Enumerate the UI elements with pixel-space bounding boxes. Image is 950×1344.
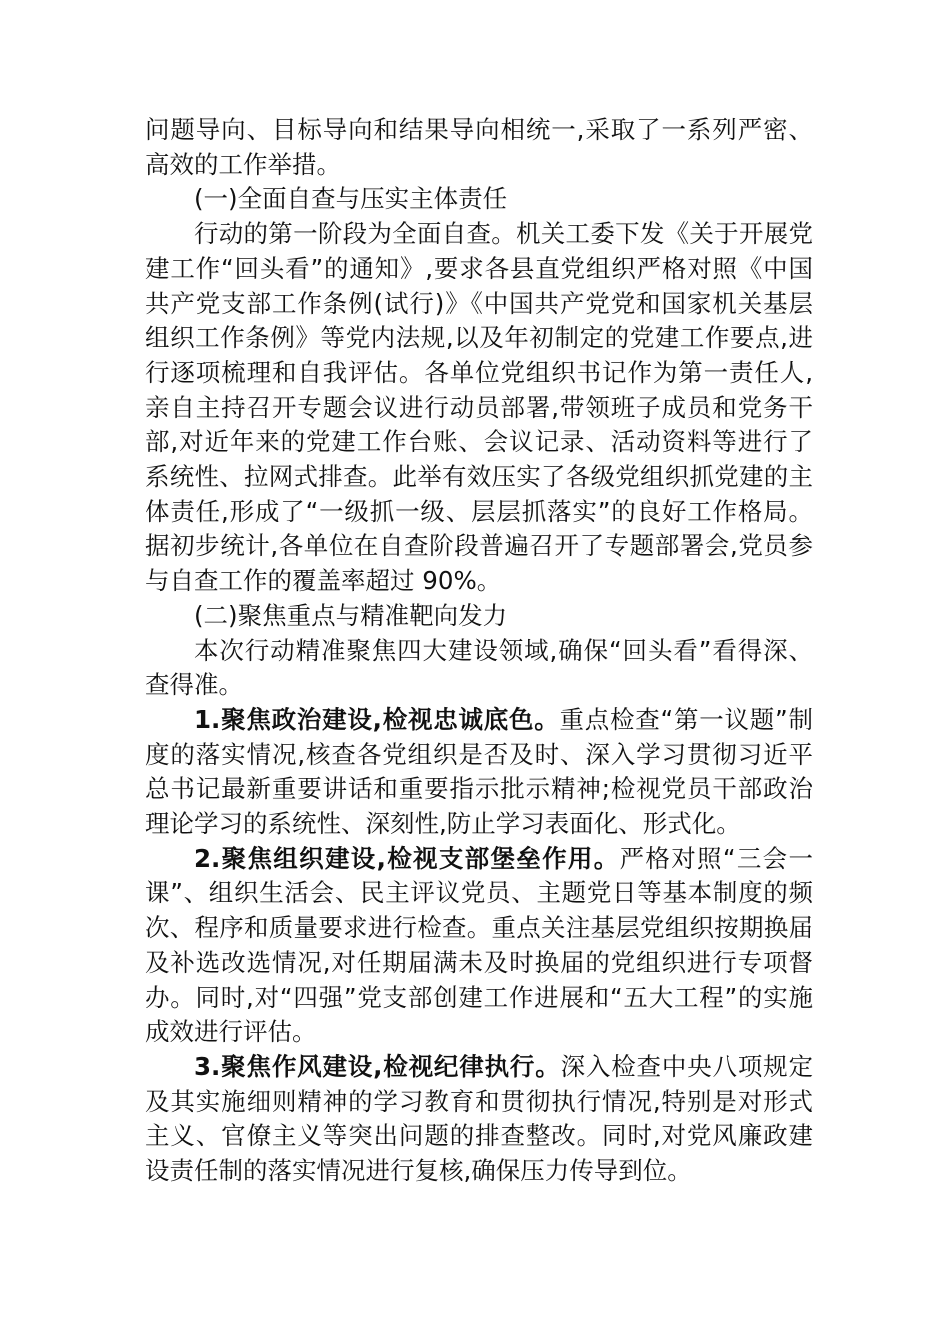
section-heading-2 xyxy=(145,599,813,634)
paragraph-intro-continued xyxy=(145,113,813,182)
paragraph-text: 问题导向、目标导向和结果导向相统一,采取了一系列严密、高效的工作举措。 xyxy=(145,115,813,179)
paragraph-self-inspection xyxy=(145,217,813,599)
section-heading-text: (二)聚焦重点与精准靶向发力 xyxy=(194,600,508,630)
document-page xyxy=(145,113,813,1189)
paragraph-conduct-building xyxy=(145,1050,813,1189)
paragraph-organization-building xyxy=(145,842,813,1050)
paragraph-focus-intro xyxy=(145,634,813,703)
section-heading-text: (一)全面自查与压实主体责任 xyxy=(194,184,508,214)
paragraph-text: 本次行动精准聚焦四大建设领域,确保“回头看”看得深、查得准。 xyxy=(145,635,813,700)
paragraph-text: 行动的第一阶段为全面自查。机关工委下发《关于开展党建工作“回头看”的通知》,要求各县直党组织严格对照《中国共产党支部工作条例(试行)》《中国共产党党和国家机关基层组织工作条例》等党内法规,以及年初制定的党建工作要点,进行逐项梳理和自我评估。各单位党组织书记作为第一责任人,亲自主持召开专题会议进行动员部署,带领班子成员和党务干部,对近年来的党建工作台账、会议记录、活动资料等进行了系统性、拉网式排查。此举有效压实了各级党组织抓党建的主体责任,形成了“一级抓一级、层层抓落实”的良好工作格局。据初步统计,各单位在自查阶段普遍召开了专题部署会,党员参与自查工作的覆盖率超过 90%。 xyxy=(145,219,813,596)
paragraph-text: 深入检查中央八项规定及其实施细则精神的学习教育和贯彻执行情况,特别是对形式主义、官僚主义等突出问题的排查整改。同时,对党风廉政建设责任制的落实情况进行复核,确保压力传导到位。 xyxy=(145,1051,813,1186)
paragraph-text: 重点检查“第一议题”制度的落实情况,核查各党组织是否及时、深入学习贯彻习近平总书记最新重要讲话和重要指示批示精神;检视党员干部政治理论学习的系统性、深刻性,防止学习表面化、形式化。 xyxy=(145,704,813,839)
paragraph-bold-lead: 1.聚焦政治建设,检视忠诚底色。 xyxy=(194,704,560,734)
paragraph-bold-lead: 2.聚焦组织建设,检视支部堡垒作用。 xyxy=(194,843,620,873)
paragraph-bold-lead: 3.聚焦作风建设,检视纪律执行。 xyxy=(194,1051,561,1081)
paragraph-text: 严格对照“三会一课”、组织生活会、民主评议党员、主题党日等基本制度的频次、程序和质量要求进行检查。重点关注基层党组织按期换届及补选改选情况,对任期届满未及时换届的党组织进行专项督办。同时,对“四强”党支部创建工作进展和“五大工程”的实施成效进行评估。 xyxy=(145,843,813,1047)
paragraph-political-building xyxy=(145,703,813,842)
section-heading-1 xyxy=(145,182,813,217)
